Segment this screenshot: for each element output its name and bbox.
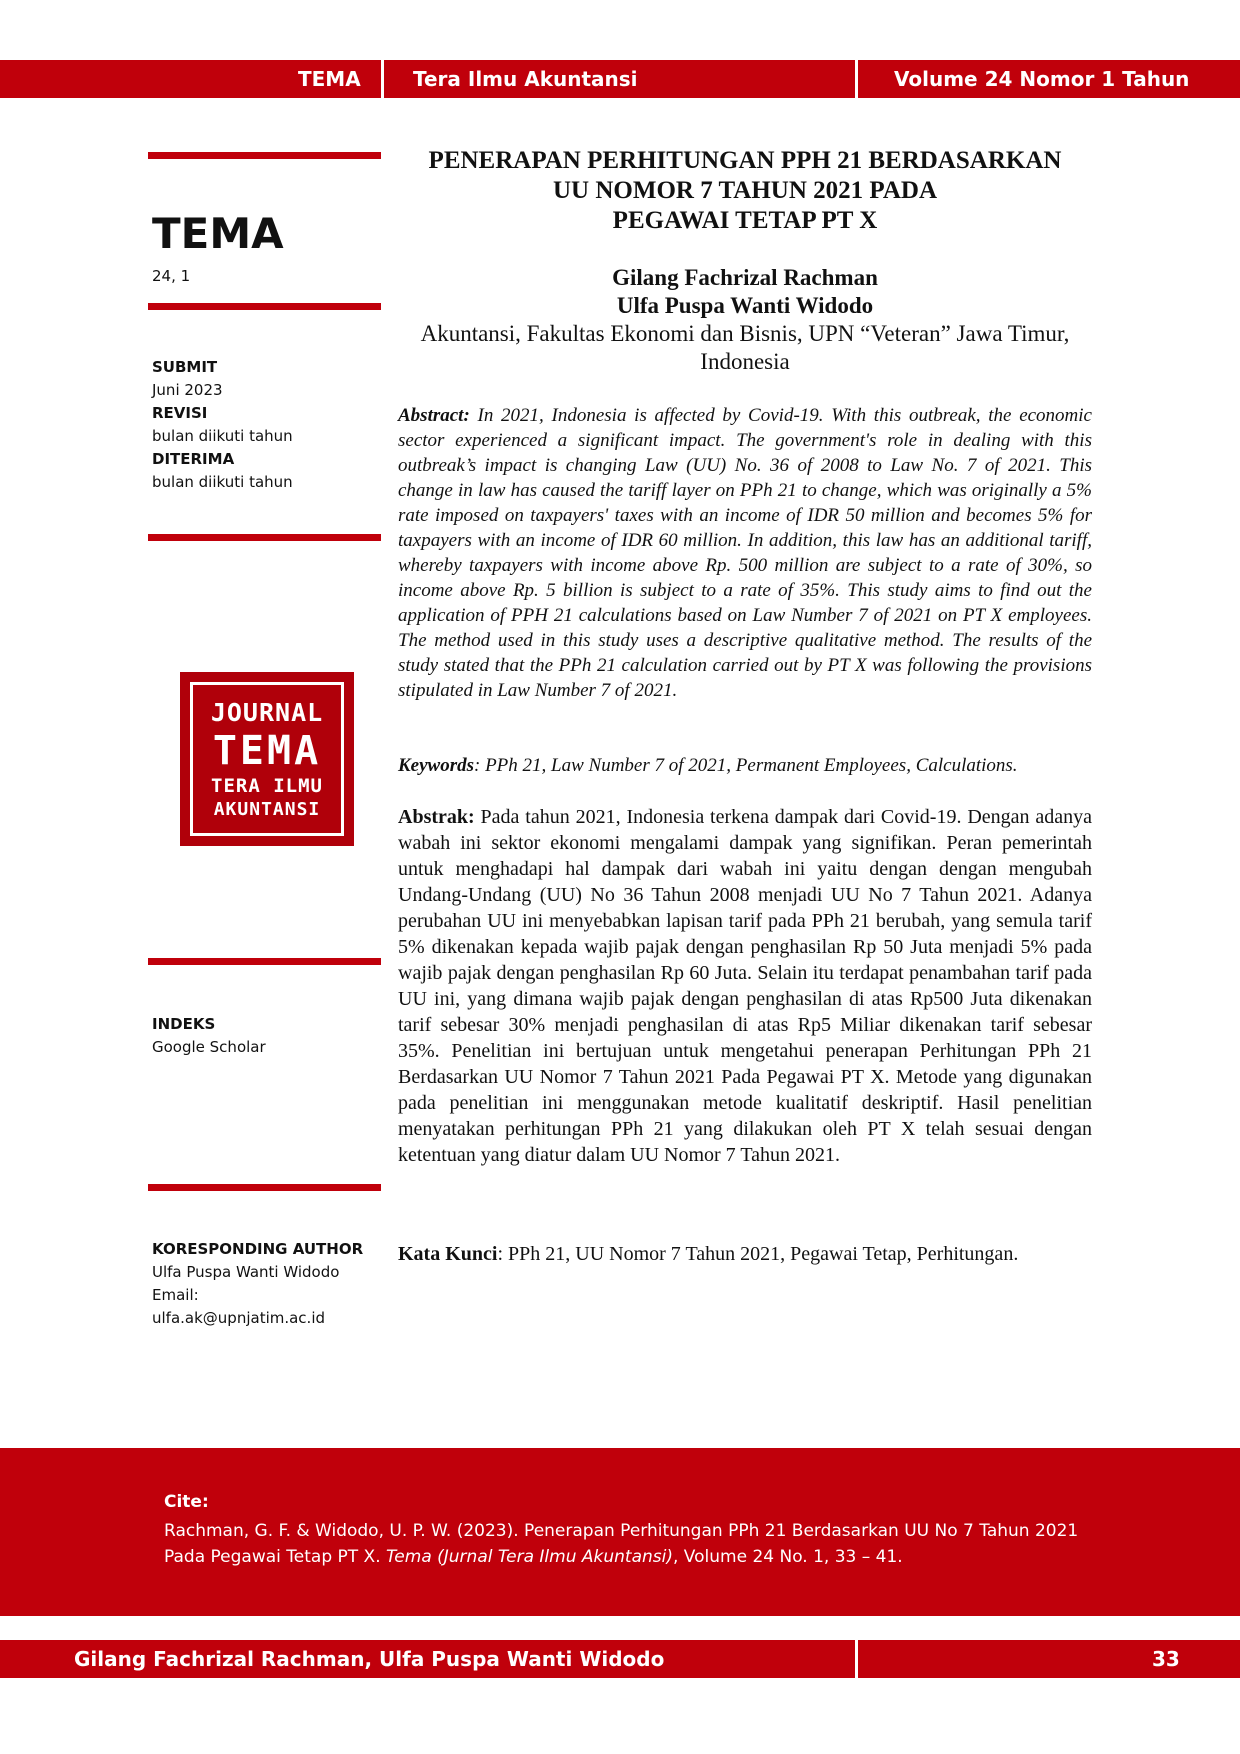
corresponding-email: ulfa.ak@upnjatim.ac.id <box>152 1309 326 1327</box>
sidebar-corresponding <box>152 1238 363 1330</box>
logo-line-journal: JOURNAL <box>210 697 324 727</box>
abstract-label: Abstract: <box>398 405 470 426</box>
keywords-label: Keywords <box>398 755 474 776</box>
journal-logo <box>180 672 354 846</box>
header-volume: Volume 24 Nomor 1 Tahun 2023 <box>894 67 1190 129</box>
submit-label: SUBMIT <box>152 358 218 376</box>
abstract-english <box>398 403 1092 703</box>
cite-journal: Tema (Jurnal Tera Ilmu Akuntansi) <box>386 1547 673 1567</box>
title-line: PENERAPAN PERHITUNGAN PPH 21 BERDASARKAN <box>428 147 1062 174</box>
sidebar-rule <box>148 152 381 159</box>
logo-line-tema: TEMA <box>212 727 322 774</box>
cite-label: Cite: <box>164 1492 209 1512</box>
sidebar-rule <box>148 534 381 541</box>
abstract-indonesian <box>398 804 1092 1168</box>
header-divider <box>381 60 384 98</box>
revisi-value: bulan diikuti tahun <box>152 427 293 445</box>
sidebar-brand: TEMA <box>152 209 284 258</box>
citation-box <box>0 1448 1240 1616</box>
footer-divider <box>855 1640 858 1678</box>
header-journal-name: Tera Ilmu Akuntansi <box>413 67 638 91</box>
page-number: 33 <box>1152 1647 1180 1671</box>
header-journal-short: TEMA <box>298 67 361 91</box>
cite-volume: , Volume 24 No. 1, 33 – 41. <box>673 1547 903 1567</box>
footer-authors: Gilang Fachrizal Rachman, Ulfa Puspa Wanti Widodo <box>74 1647 665 1671</box>
sidebar-rule <box>148 1184 381 1191</box>
diterima-label: DITERIMA <box>152 450 235 468</box>
abstract-text: In 2021, Indonesia is affected by Covid-19. With this outbreak, the economic sector experienced a significant impact. The government's role in dealing with this outbreak’s impact is changing Law (UU) No. 36 of 2008 to Law No. 7 of 2021. This change in law has caused the tariff layer on PPh 21 to change, which was originally a 5% rate imposed on taxpayers' taxes with an income of IDR 50 million and becomes 5% for taxpayers with an income of IDR 60 million. In addition, this law has an additional tariff, whereby taxpayers with income above Rp. 500 million are subject to a rate of 30%, so income above Rp. 5 billion is subject to a rate of 35%. This study aims to find out the application of PPH 21 calculations based on Law Number 7 of 2021 on PT X employees. The method used in this study uses a descriptive qualitative method. The results of the study stated that the PPh 21 calculation carried out by PT X was following the provisions stipulated in Law Number 7 of 2021. <box>398 405 1092 701</box>
author-name: Ulfa Puspa Wanti Widodo <box>616 293 874 318</box>
email-label: Email: <box>152 1286 199 1304</box>
author-block <box>398 264 1092 376</box>
keywords-text: : PPh 21, Law Number 7 of 2021, Permanent Employees, Calculations. <box>474 755 1018 776</box>
sidebar-indeks <box>152 1013 266 1059</box>
kata-kunci-label: Kata Kunci <box>398 1243 498 1265</box>
corresponding-label: KORESPONDING AUTHOR <box>152 1240 364 1258</box>
sidebar-dates <box>152 356 293 494</box>
indeks-label: INDEKS <box>152 1015 216 1033</box>
article-title <box>398 146 1092 236</box>
submit-value: Juni 2023 <box>152 381 223 399</box>
title-line: UU NOMOR 7 TAHUN 2021 PADA <box>552 177 937 204</box>
logo-line-akuntansi: AKUNTANSI <box>213 798 321 820</box>
kata-kunci-text: : PPh 21, UU Nomor 7 Tahun 2021, Pegawai Tetap, Perhitungan. <box>497 1243 1019 1265</box>
corresponding-name: Ulfa Puspa Wanti Widodo <box>152 1263 340 1281</box>
indeks-value: Google Scholar <box>152 1038 266 1056</box>
affiliation: Akuntansi, Fakultas Ekonomi dan Bisnis, UPN “Veteran” Jawa Timur, Indonesia <box>420 321 1070 374</box>
sidebar-issue: 24, 1 <box>152 267 191 285</box>
sidebar-rule <box>148 958 381 965</box>
keywords-indonesian <box>398 1241 1092 1267</box>
logo-line-tera-ilmu: TERA ILMU <box>211 774 323 797</box>
sidebar-rule <box>148 303 381 310</box>
revisi-label: REVISI <box>152 404 208 422</box>
abstrak-text: Pada tahun 2021, Indonesia terkena dampak dari Covid-19. Dengan adanya wabah ini sektor ekonomi mengalami dampak yang signifikan. Peran pemerintah untuk menghadapi hal dampak dari wabah ini yaitu dengan dengan mengubah Undang-Undang (UU) No 36 Tahun 2008 menjadi UU No 7 Tahun 2021. Adanya perubahan UU ini menyebabkan lapisan tarif pada PPh 21 berubah, yang semula tarif 5% dikenakan kepada wajib pajak dengan penghasilan Rp 50 Juta menjadi 5% pada wajib pajak dengan penghasilan Rp 60 Juta. Selain itu terdapat penambahan tarif pada UU ini, yang dimana wajib pajak dengan penghasilan di atas Rp500 Juta dikenakan tarif sebesar 30% menjadi penghasilan di atas Rp5 Miliar dikenakan tarif sebesar 35%. Penelitian ini bertujuan untuk mengetahui penerapan Perhitungan PPh 21 Berdasarkan UU Nomor 7 Tahun 2021 Pada Pegawai PT X. Metode yang digunakan pada penelitian ini menggunakan metode kualitatif deskriptif. Hasil penelitian menyatakan perhitungan PPh 21 yang dilakukan oleh PT X telah sesuai dengan ketentuan yang diatur dalam UU Nomor 7 Tahun 2021. <box>398 806 1093 1166</box>
diterima-value: bulan diikuti tahun <box>152 473 293 491</box>
abstrak-label: Abstrak: <box>398 806 475 828</box>
title-line: PEGAWAI TETAP PT X <box>612 207 878 234</box>
keywords-english <box>398 753 1092 778</box>
cite-text-main: Rachman, G. F. & Widodo, U. P. W. (2023). Penerapan Perhitungan PPh 21 Berdasarkan UU No 7 Tahun 2021 Pada Pegawai Tetap PT X. <box>164 1521 1079 1567</box>
cite-text <box>164 1518 1124 1570</box>
author-name: Gilang Fachrizal Rachman <box>612 265 878 290</box>
header-divider <box>855 60 858 98</box>
